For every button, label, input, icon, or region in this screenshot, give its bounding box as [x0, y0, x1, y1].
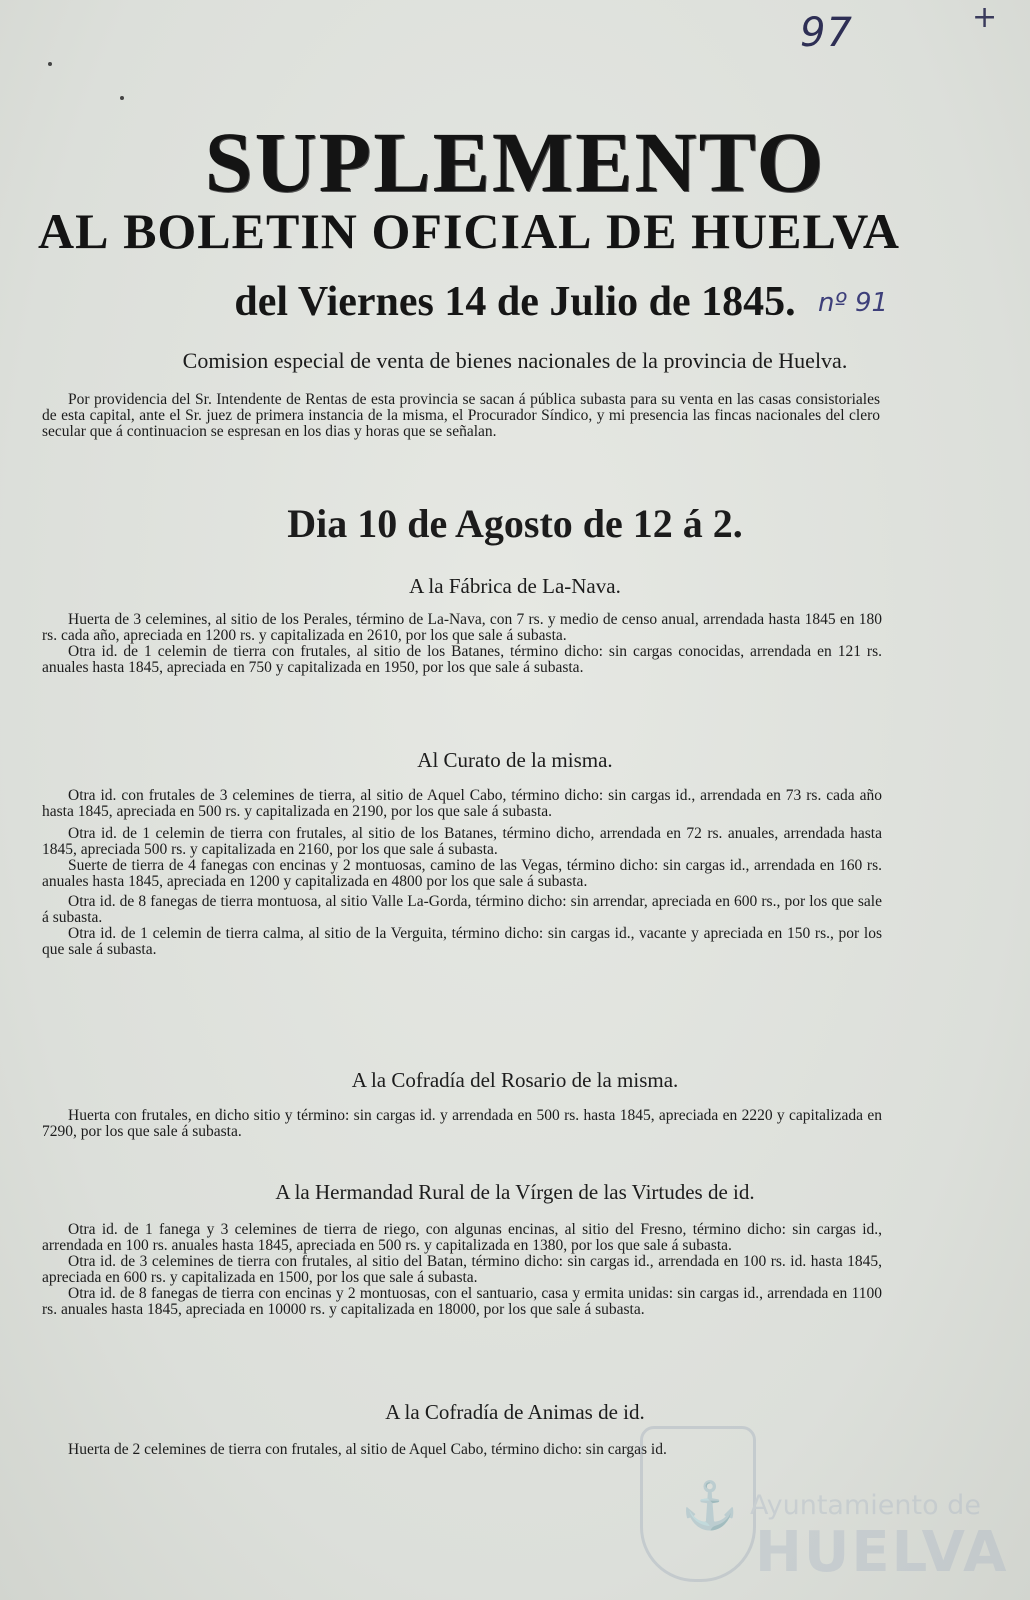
property-entry: Otra id. de 8 fanegas de tierra con encinas y 2 montuosas, con el santuario, casa y ermita unidas: sin cargas id., arrendada en 1100 rs. anuales hasta 1845, apreciada en 10000 rs. y capitalizada en 18000, por los que sale á subasta. — [42, 1285, 882, 1318]
ink-speck — [48, 62, 52, 66]
subtitle-word: BOLETIN — [123, 203, 358, 259]
document-title: SUPLEMENTO — [204, 114, 826, 210]
property-entry: Otra id. de 3 celemines de tierra con frutales, al sitio del Batan, término dicho: sin cargas id., arrendada en 100 rs. id. hasta 1845, apreciada en 600 rs. y capitalizada en 1500, por los que sale á subasta. — [42, 1253, 882, 1286]
section-items — [42, 612, 882, 676]
subtitle-word: AL — [38, 203, 110, 259]
watermark-line1: Ayuntamiento de — [750, 1490, 981, 1521]
property-entry: Otra id. con frutales de 3 celemines de tierra, al sitio de Aquel Cabo, término dicho: sin cargas id., arrendada en 73 rs. cada año hasta 1845, apreciada en 500 rs. y capitalizada en 2190, por los que sale á subasta. — [42, 787, 882, 820]
handwritten-plus-mark: + — [972, 0, 998, 35]
subtitle-word: OFICIAL — [371, 203, 593, 259]
property-entry: Otra id. de 1 celemin de tierra con frutales, al sitio de los Batanes, término dicho, arrendada en 72 rs. anuales, arrendada hasta 1845, apreciada 500 rs. y capitalizada en 2160, por los que sale á subasta. — [42, 825, 882, 858]
section-items — [42, 1108, 882, 1140]
section-heading: A la Cofradía del Rosario de la misma. — [351, 1068, 679, 1092]
section-heading: A la Fábrica de La-Nava. — [409, 574, 621, 598]
property-entry: Huerta de 2 celemines de tierra con frutales, al sitio de Aquel Cabo, término dicho: sin cargas id. — [68, 1441, 667, 1458]
handwritten-page-number: 97 — [800, 10, 853, 56]
property-entry: Otra id. de 1 celemin de tierra calma, al sitio de la Verguita, término dicho: sin cargas id., vacante y apreciada en 150 rs., por los que sale á subasta. — [42, 925, 882, 958]
section-items — [42, 788, 882, 958]
archive-watermark — [640, 1420, 1009, 1590]
day-heading: Dia 10 de Agosto de 12 á 2. — [287, 501, 743, 546]
section-items — [42, 1222, 882, 1318]
anchor-icon: ⚓ — [681, 1480, 739, 1531]
property-entry: Otra id. de 1 fanega y 3 celemines de tierra de riego, con algunas encinas, al sitio del Fresno, término dicho: sin cargas id., arrendada en 100 rs. anuales hasta 1845, apreciada en 500 rs. y capitalizada en 1380, por los que sale á subasta. — [42, 1221, 882, 1254]
watermark-line2: HUELVA — [755, 1520, 1009, 1585]
commission-line: Comision especial de venta de bienes nacionales de la provincia de Huelva. — [182, 348, 848, 373]
anchor-shield-icon — [640, 1426, 756, 1582]
handwritten-issue-number: nº 91 — [818, 288, 889, 318]
issue-date: del Viernes 14 de Julio de 1845. — [234, 279, 796, 325]
intro-text: Por providencia del Sr. Intendente de Rentas de esta provincia se sacan á pública subasta para su venta en las casas consistoriales de esta capital, ante el Sr. juez de primera instancia de la misma, el Procurador Síndico, y mi presencia las fincas nacionales del clero secular que á continuacion se espresan en los dias y horas que se señalan. — [42, 391, 880, 440]
section-heading: A la Cofradía de Animas de id. — [385, 1400, 645, 1424]
property-entry: Suerte de tierra de 4 fanegas con encinas y 2 montuosas, camino de las Vegas, término dicho: sin cargas id., arrendada en 160 rs. anuales hasta 1845, apreciada en 1200 y capitalizada en 4800 por los que sale á subasta. — [42, 857, 882, 890]
subtitle-word: DE — [606, 203, 678, 259]
section-heading: A la Hermandad Rural de la Vírgen de las Virtudes de id. — [275, 1180, 755, 1204]
document-subtitle — [38, 202, 900, 260]
intro-paragraph — [42, 392, 880, 440]
property-entry: Huerta de 3 celemines, al sitio de los Perales, término de La-Nava, con 7 rs. y medio de censo anual, arrendada hasta 1845 en 180 rs. cada año, apreciada en 1200 rs. y capitalizada en 2610, por los que sale á subasta. — [42, 611, 882, 644]
subtitle-word: HUELVA — [691, 203, 900, 259]
property-entry: Otra id. de 8 fanegas de tierra montuosa, al sitio Valle La-Gorda, término dicho: sin arrendar, apreciada en 600 rs., por los que sale á subasta. — [42, 893, 882, 926]
property-entry: Huerta con frutales, en dicho sitio y término: sin cargas id. y arrendada en 500 rs. hasta 1845, apreciada en 2220 y capitalizada en 7290, por los que sale á subasta. — [42, 1107, 882, 1140]
ink-speck — [120, 96, 124, 100]
property-entry: Otra id. de 1 celemin de tierra con frutales, al sitio de los Batanes, término dicho: sin cargas conocidas, arrendada en 121 rs. anuales hasta 1845, apreciada en 750 y capitalizada en 1950, por los que sale á subasta. — [42, 643, 882, 676]
section-heading: Al Curato de la misma. — [417, 748, 613, 772]
